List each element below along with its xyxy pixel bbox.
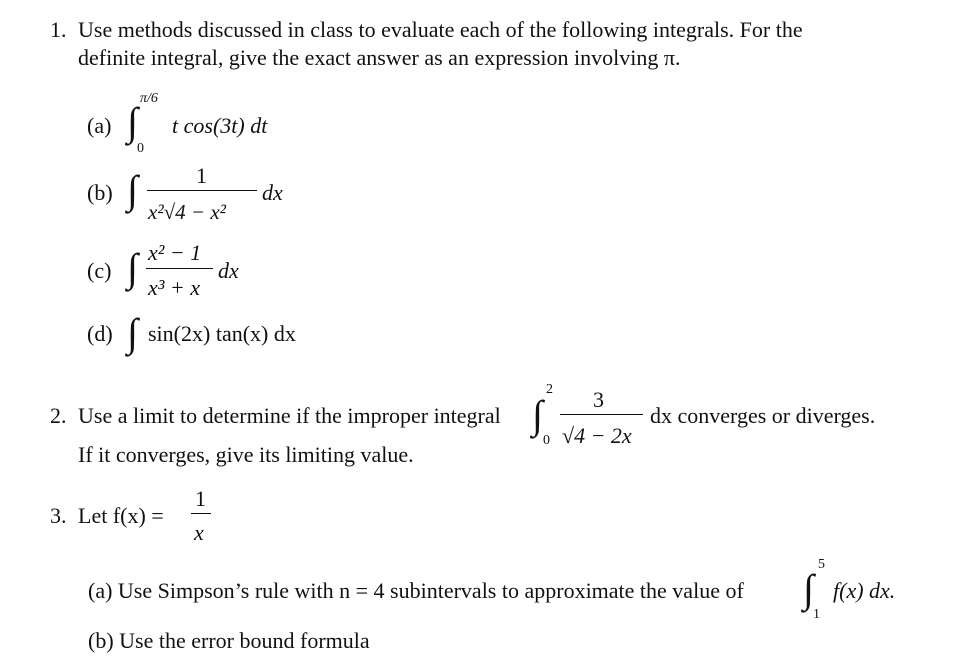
integral-sign-1b: ∫ bbox=[127, 167, 138, 212]
integral-2-lower-limit: 0 bbox=[543, 433, 550, 448]
integral-2-fraction-bar bbox=[560, 414, 643, 415]
integral-sign-2: ∫ bbox=[532, 392, 543, 437]
problem-3-text: Let f(x) = bbox=[78, 503, 164, 528]
part-1b-label: (b) bbox=[87, 180, 113, 205]
integral-2-upper-limit: 2 bbox=[546, 382, 553, 397]
part-1d-label: (d) bbox=[87, 321, 113, 346]
problem-3-numerator: 1 bbox=[195, 486, 206, 511]
problem-3-number: 3. bbox=[50, 503, 67, 528]
problem-2-number: 2. bbox=[50, 403, 67, 428]
integral-sign-3a: ∫ bbox=[803, 566, 814, 611]
integral-1a-lower-limit: 0 bbox=[137, 141, 144, 156]
problem-3a-text: (a) Use Simpson’s rule with n = 4 subintervals to approximate the value of bbox=[88, 578, 744, 603]
part-1a-label: (a) bbox=[87, 113, 112, 138]
problem-3-denominator: x bbox=[194, 520, 204, 545]
integral-1a-upper-limit: π/6 bbox=[140, 91, 158, 106]
part-1c-label: (c) bbox=[87, 258, 112, 283]
integral-sign-1a: ∫ bbox=[127, 99, 138, 144]
integral-1c-denominator: x³ + x bbox=[148, 275, 200, 300]
integral-1a-integrand: t cos(3t) dt bbox=[172, 113, 268, 138]
integral-3a-upper-limit: 5 bbox=[818, 557, 825, 572]
integral-1c-fraction-bar bbox=[146, 268, 213, 269]
problem-1-text-line1: Use methods discussed in class to evaluate each of the following integrals. For the bbox=[78, 17, 803, 42]
integral-1b-fraction-bar bbox=[147, 190, 257, 191]
problem-3b-text: (b) Use the error bound formula bbox=[88, 628, 370, 653]
integral-3a-integrand: f(x) dx. bbox=[833, 578, 896, 603]
problem-3-fraction-bar bbox=[191, 513, 211, 514]
problem-2-text-before: Use a limit to determine if the improper integral bbox=[78, 403, 501, 428]
integral-3a-lower-limit: 1 bbox=[813, 607, 820, 622]
integral-2-numerator: 3 bbox=[593, 387, 604, 412]
integral-1b-numerator: 1 bbox=[196, 163, 207, 188]
integral-1d-integrand: sin(2x) tan(x) dx bbox=[148, 321, 296, 346]
problem-2-text-line2: If it converges, give its limiting value. bbox=[78, 442, 414, 467]
integral-1c-numerator: x² − 1 bbox=[148, 240, 202, 265]
problem-1-number: 1. bbox=[50, 17, 67, 42]
integral-1c-dx: dx bbox=[218, 258, 239, 283]
integral-1b-denominator: x²√4 − x² bbox=[148, 200, 226, 224]
problem-1-text-line2: definite integral, give the exact answer as an expression involving π. bbox=[78, 45, 681, 70]
problem-2-text-after: dx converges or diverges. bbox=[650, 403, 876, 428]
integral-sign-1d: ∫ bbox=[127, 310, 138, 355]
integral-1b-dx: dx bbox=[262, 180, 283, 205]
integral-2-denominator: √4 − 2x bbox=[562, 423, 632, 448]
integral-sign-1c: ∫ bbox=[127, 245, 138, 290]
